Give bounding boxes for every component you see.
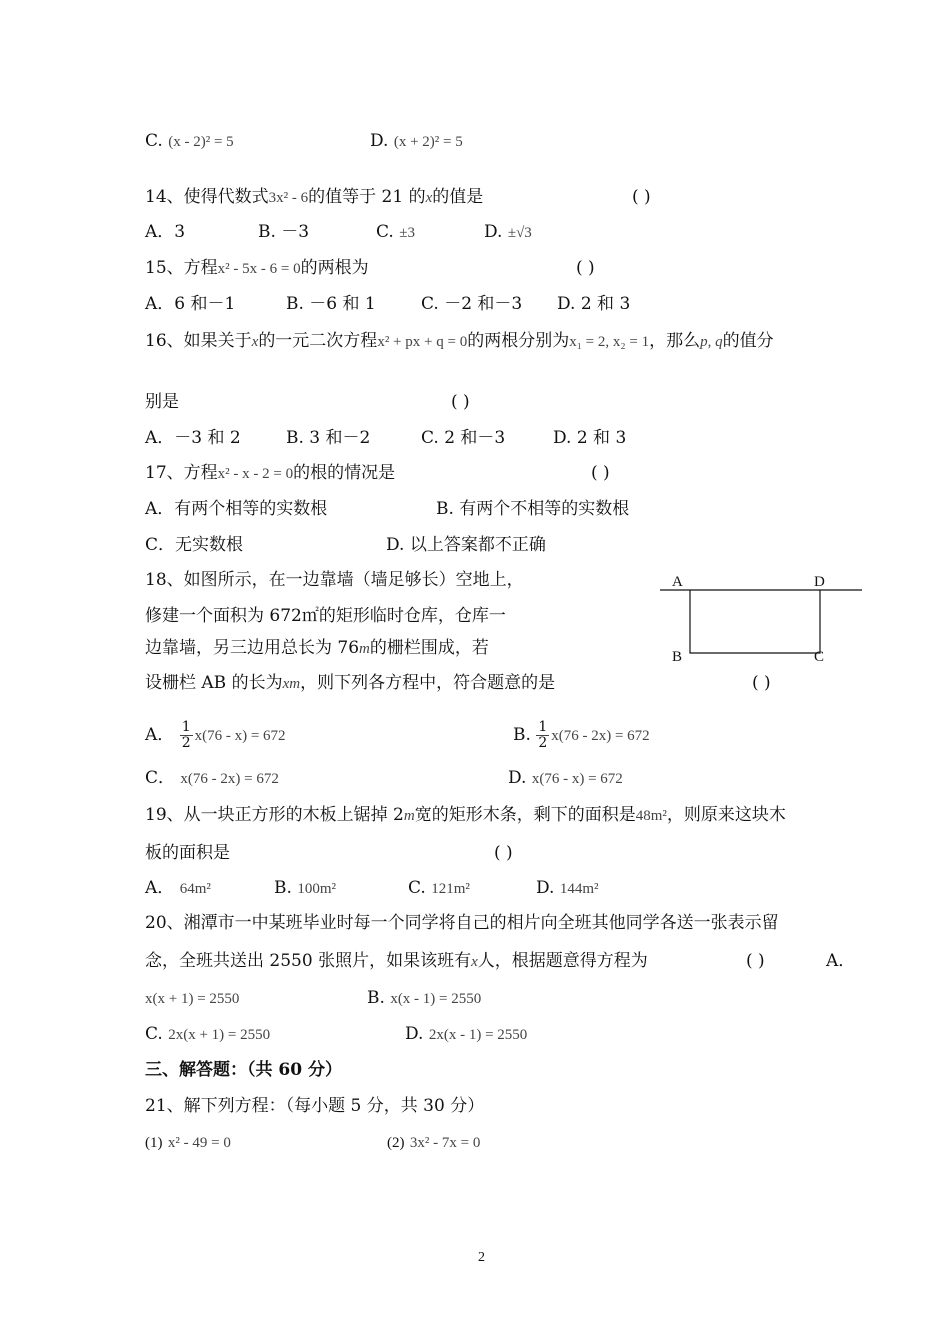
math-expression: 121m² bbox=[431, 881, 470, 897]
math-expression: x(x + 1) = 2550 bbox=[145, 991, 240, 1007]
part-label: (1) bbox=[145, 1135, 163, 1151]
math-expression: x(x - 1) = 2550 bbox=[390, 991, 482, 1007]
stem-text: ，那么 bbox=[649, 331, 701, 351]
q14-option-c bbox=[376, 221, 415, 244]
q17-option-b: B. 有两个不相等的实数根 bbox=[436, 499, 630, 519]
stem-text: 的值分 bbox=[722, 331, 774, 351]
math-expression: 2x(x + 1) = 2550 bbox=[168, 1027, 271, 1043]
answer-paren: ( ) bbox=[752, 673, 771, 693]
option-label: C． bbox=[145, 768, 176, 788]
q20-option-b bbox=[367, 987, 481, 1010]
stem-text: 的两根分别为 bbox=[467, 331, 570, 351]
q18-option-a bbox=[145, 720, 286, 751]
math-expression: x(76 - x) = 672 bbox=[531, 771, 623, 787]
figure-label-c: C bbox=[814, 649, 825, 665]
math-variable: x bbox=[471, 954, 478, 970]
q18-line1: 18、如图所示，在一边靠墙（墙足够长）空地上， bbox=[145, 570, 524, 590]
stem-text: 的根的情况是 bbox=[293, 463, 396, 483]
stem-text: 的值是 bbox=[432, 187, 484, 207]
q20-line2 bbox=[145, 950, 648, 973]
stem-text: ，则原来这块木 bbox=[666, 805, 786, 825]
figure-label-a: A bbox=[672, 574, 683, 590]
q15-option-a: A．6 和－1 bbox=[145, 294, 236, 314]
q16-stem bbox=[145, 330, 774, 353]
option-label: D. bbox=[370, 131, 389, 151]
q18-option-d bbox=[508, 767, 623, 790]
stem-text: 边靠墙，另三边用总长为 76 bbox=[145, 638, 360, 658]
math-expression: (x - 2)² = 5 bbox=[168, 134, 234, 150]
q19-option-b bbox=[274, 877, 336, 900]
q18-line3 bbox=[145, 637, 489, 660]
q15-option-d: D. 2 和 3 bbox=[557, 294, 631, 314]
math-expression: (x + 2)² = 5 bbox=[393, 134, 463, 150]
q19-stem bbox=[145, 804, 786, 827]
stem-text: 的一元二次方程 bbox=[258, 331, 378, 351]
stem-text: 念，全班共送出 2550 张照片，如果该班有 bbox=[145, 951, 472, 971]
q19-option-c bbox=[408, 877, 470, 900]
stem-text: 19、从一块正方形的木板上锯掉 2 bbox=[145, 805, 404, 825]
q17-option-d: D. 以上答案都不正确 bbox=[386, 535, 546, 555]
answer-paren: ( ) bbox=[632, 187, 651, 207]
q20-line1: 20、湘潭市一中某班毕业时每一个同学将自己的相片向全班其他同学各送一张表示留 bbox=[145, 913, 779, 933]
part-label: (2) bbox=[387, 1135, 405, 1151]
fraction bbox=[180, 720, 193, 751]
q15-option-b: B. －6 和 1 bbox=[286, 294, 376, 314]
option-label: B. bbox=[513, 725, 531, 745]
stem-text: ，则下列各方程中，符合题意的是 bbox=[300, 673, 556, 693]
stem-text: 14、使得代数式 bbox=[145, 187, 269, 207]
q21-part-1 bbox=[145, 1131, 231, 1154]
math-expression: 3x² - 6 bbox=[268, 190, 309, 206]
page-number: 2 bbox=[478, 1250, 485, 1265]
answer-paren: ( ) bbox=[746, 951, 765, 971]
answer-paren: ( ) bbox=[494, 843, 513, 863]
stem-text: 16、如果关于 bbox=[145, 331, 252, 351]
option-label: D. bbox=[536, 878, 555, 898]
q14-option-a: A．3 bbox=[145, 222, 186, 242]
q15-option-c: C. －2 和－3 bbox=[421, 294, 523, 314]
q16-stem-line2: 别是 bbox=[145, 392, 179, 412]
option-label: C. bbox=[408, 878, 426, 898]
stem-text: 的值等于 21 的 bbox=[308, 187, 426, 207]
math-expression: x² + px + q = 0 bbox=[377, 334, 468, 350]
q13-option-c bbox=[145, 130, 234, 153]
option-label: D. bbox=[484, 222, 503, 242]
q18-line4 bbox=[145, 672, 555, 695]
q21-part-2 bbox=[387, 1131, 480, 1154]
option-label: D. bbox=[508, 768, 527, 788]
q20-option-c bbox=[145, 1023, 270, 1046]
math-variable: p, q bbox=[700, 334, 723, 350]
option-label: C. bbox=[145, 131, 163, 151]
q14-option-d bbox=[484, 221, 532, 244]
q15-stem bbox=[145, 257, 369, 280]
math-expression: x² - x - 2 = 0 bbox=[217, 466, 294, 482]
q13-option-d bbox=[370, 130, 463, 153]
fraction-denominator: 2 bbox=[538, 735, 548, 751]
q14-option-b: B. －3 bbox=[258, 222, 310, 242]
math-variable: xm bbox=[282, 676, 301, 692]
q16-option-b: B. 3 和－2 bbox=[286, 428, 371, 448]
q19-stem-line2: 板的面积是 bbox=[145, 843, 230, 863]
stem-text: 的两根为 bbox=[300, 258, 369, 278]
option-label: A． bbox=[145, 878, 175, 898]
figure-label-b: B bbox=[672, 649, 683, 665]
stem-text: 人，根据题意得方程为 bbox=[477, 951, 648, 971]
q19-option-d bbox=[536, 877, 599, 900]
option-label: B. bbox=[274, 878, 292, 898]
fraction bbox=[536, 720, 549, 751]
q16-option-c: C. 2 和－3 bbox=[421, 428, 506, 448]
math-expression: x(76 - 2x) = 672 bbox=[551, 728, 650, 744]
math-expression: ±3 bbox=[399, 225, 415, 241]
q17-option-c: C．无实数根 bbox=[145, 535, 244, 555]
q16-option-d: D. 2 和 3 bbox=[553, 428, 627, 448]
math-expression: x(76 - x) = 672 bbox=[194, 728, 286, 744]
math-variable: m bbox=[403, 808, 415, 824]
math-expression: x(76 - 2x) = 672 bbox=[180, 771, 279, 787]
option-label: B. bbox=[367, 988, 385, 1008]
rectangle-wall-figure bbox=[650, 570, 870, 670]
math-expression: 64m² bbox=[179, 881, 211, 897]
fraction-numerator: 1 bbox=[538, 719, 548, 735]
q19-option-a bbox=[145, 877, 211, 900]
q20-option-d bbox=[405, 1023, 527, 1046]
stem-text: 宽的矩形木条，剩下的面积是 bbox=[414, 805, 636, 825]
option-label: A． bbox=[145, 725, 175, 745]
q16-option-a: A．－3 和 2 bbox=[145, 428, 241, 448]
q17-option-a: A．有两个相等的实数根 bbox=[145, 499, 328, 519]
fence-outline bbox=[690, 590, 820, 653]
q18-option-c bbox=[145, 767, 279, 790]
answer-paren: ( ) bbox=[576, 258, 595, 278]
math-expression: 2x(x - 1) = 2550 bbox=[428, 1027, 528, 1043]
fraction-numerator: 1 bbox=[181, 719, 191, 735]
option-label: C. bbox=[376, 222, 394, 242]
stem-text: 的栅栏围成，若 bbox=[369, 638, 489, 658]
q18-line2: 修建一个面积为 672㎡的矩形临时仓库，仓库一 bbox=[145, 606, 506, 626]
stem-text: 设栅栏 AB 的长为 bbox=[145, 673, 283, 693]
figure-label-d: D bbox=[814, 574, 825, 590]
q18-option-b bbox=[513, 720, 650, 751]
math-variable: m bbox=[359, 641, 370, 657]
fraction-denominator: 2 bbox=[181, 735, 191, 751]
math-expression: 100m² bbox=[297, 881, 336, 897]
q20-option-a-label: A． bbox=[826, 951, 856, 971]
stem-text: 17、方程 bbox=[145, 463, 218, 483]
math-expression: x² - 49 = 0 bbox=[167, 1135, 231, 1151]
section-title: 三、解答题：（共 60 分） bbox=[145, 1060, 342, 1080]
q21-stem: 21、解下列方程：（每小题 5 分，共 30 分） bbox=[145, 1096, 485, 1116]
q20-option-a bbox=[145, 987, 239, 1010]
math-expression: x₁ = 2, x₂ = 1 bbox=[569, 334, 650, 350]
math-expression: x² - 5x - 6 = 0 bbox=[217, 261, 301, 277]
answer-paren: ( ) bbox=[591, 463, 610, 483]
math-variable: x bbox=[425, 190, 433, 206]
stem-text: 15、方程 bbox=[145, 258, 218, 278]
option-label: C. bbox=[145, 1024, 163, 1044]
math-variable: x bbox=[251, 334, 259, 350]
math-expression: 3x² - 7x = 0 bbox=[409, 1135, 481, 1151]
q14-stem bbox=[145, 186, 483, 209]
answer-paren: ( ) bbox=[451, 392, 470, 412]
q17-stem bbox=[145, 462, 395, 485]
math-expression: 48m² bbox=[635, 808, 667, 824]
math-expression: ±√3 bbox=[507, 225, 532, 241]
math-expression: 144m² bbox=[559, 881, 599, 897]
option-label: D. bbox=[405, 1024, 424, 1044]
